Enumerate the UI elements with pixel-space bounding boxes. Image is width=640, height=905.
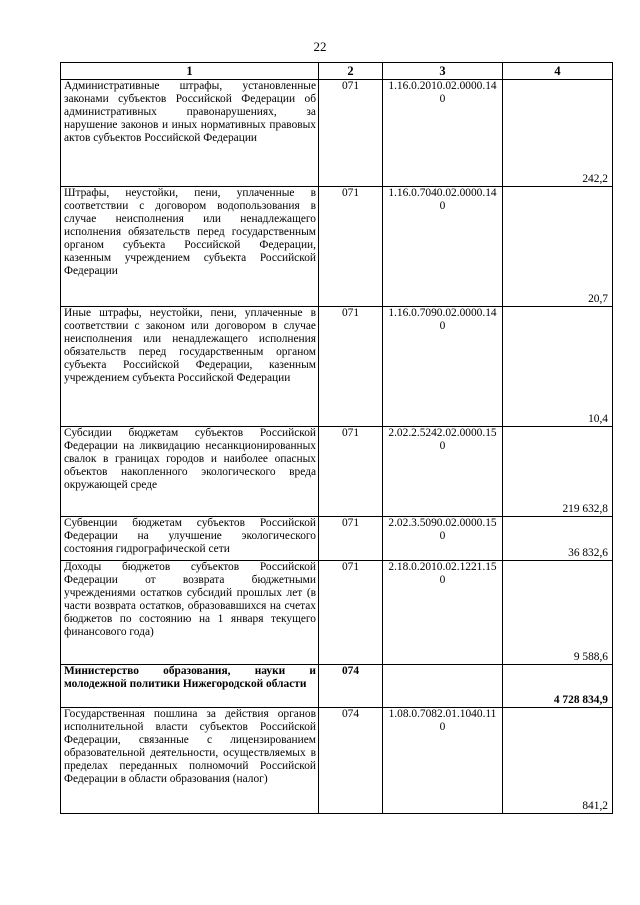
revenue-table [60, 62, 613, 814]
table-row [61, 561, 613, 665]
table-row [61, 307, 613, 427]
row-admin-code: 071 [319, 561, 383, 665]
row-budget-code: 2.02.2.5242.02.0000.150 [383, 427, 503, 517]
row-budget-code: 1.08.0.7082.01.1040.110 [383, 708, 503, 814]
table-row [61, 80, 613, 187]
row-amount: 841,2 [503, 708, 613, 814]
row-admin-code: 071 [319, 187, 383, 307]
row-admin-code: 071 [319, 427, 383, 517]
row-budget-code [383, 665, 503, 708]
row-description: Штрафы, неустойки, пени, уплаченные в соответствии с договором водопользования в случае неисполнения или ненадлежащего исполнения обязательств перед государственным органом субъекта Российской Федерации, казенным учреждением субъекта Российской Федерации [61, 187, 319, 307]
column-header-4: 4 [503, 63, 613, 80]
row-admin-code: 071 [319, 80, 383, 187]
row-admin-code: 071 [319, 307, 383, 427]
row-budget-code: 1.16.0.7040.02.0000.140 [383, 187, 503, 307]
row-budget-code: 2.18.0.2010.02.1221.150 [383, 561, 503, 665]
row-budget-code: 2.02.3.5090.02.0000.150 [383, 517, 503, 561]
row-amount: 9 588,6 [503, 561, 613, 665]
row-description: Субсидии бюджетам субъектов Российской Федерации на ликвидацию несанкционированных свалок в границах городов и наиболее опасных объектов накопленного экологического вреда окружающей среде [61, 427, 319, 517]
row-amount: 4 728 834,9 [503, 665, 613, 708]
row-admin-code: 071 [319, 517, 383, 561]
row-description: Иные штрафы, неустойки, пени, уплаченные в соответствии с законом или договором в случае неисполнения или ненадлежащего исполнения обязательств перед государственным органом субъекта Российской Федерации, казенным учреждением субъекта Российской Федерации [61, 307, 319, 427]
table-row [61, 708, 613, 814]
row-description: Субвенции бюджетам субъектов Российской Федерации на улучшение экологического состояния гидрографической сети [61, 517, 319, 561]
row-amount: 242,2 [503, 80, 613, 187]
row-description: Государственная пошлина за действия органов исполнительной власти субъектов Российской Федерации, связанные с лицензированием образовательной деятельности, осуществляемых в пределах переданных полномочий Российской Федерации в области образования (налог) [61, 708, 319, 814]
row-description: Министерство образования, науки и молодежной политики Нижегородской области [61, 665, 319, 708]
row-admin-code: 074 [319, 665, 383, 708]
table-row [61, 517, 613, 561]
row-description: Доходы бюджетов субъектов Российской Федерации от возврата бюджетными учреждениями остатков субсидий прошлых лет (в части возврата остатков, образовавшихся на счетах бюджетов по состоянию на 1 января текущего финансового года) [61, 561, 319, 665]
table-row-ministry [61, 665, 613, 708]
column-header-2: 2 [319, 63, 383, 80]
page-number: 22 [313, 39, 327, 54]
row-amount: 10,4 [503, 307, 613, 427]
row-amount: 219 632,8 [503, 427, 613, 517]
row-amount: 20,7 [503, 187, 613, 307]
column-header-1: 1 [61, 63, 319, 80]
row-description: Административные штрафы, установленные законами субъектов Российской Федерации об административных правонарушениях, за нарушение законов и иных нормативных правовых актов субъектов Российской Федерации [61, 80, 319, 187]
row-budget-code: 1.16.0.2010.02.0000.140 [383, 80, 503, 187]
row-budget-code: 1.16.0.7090.02.0000.140 [383, 307, 503, 427]
column-header-3: 3 [383, 63, 503, 80]
table-row [61, 427, 613, 517]
table-row [61, 187, 613, 307]
row-admin-code: 074 [319, 708, 383, 814]
table-header-row [61, 63, 613, 80]
row-amount: 36 832,6 [503, 517, 613, 561]
